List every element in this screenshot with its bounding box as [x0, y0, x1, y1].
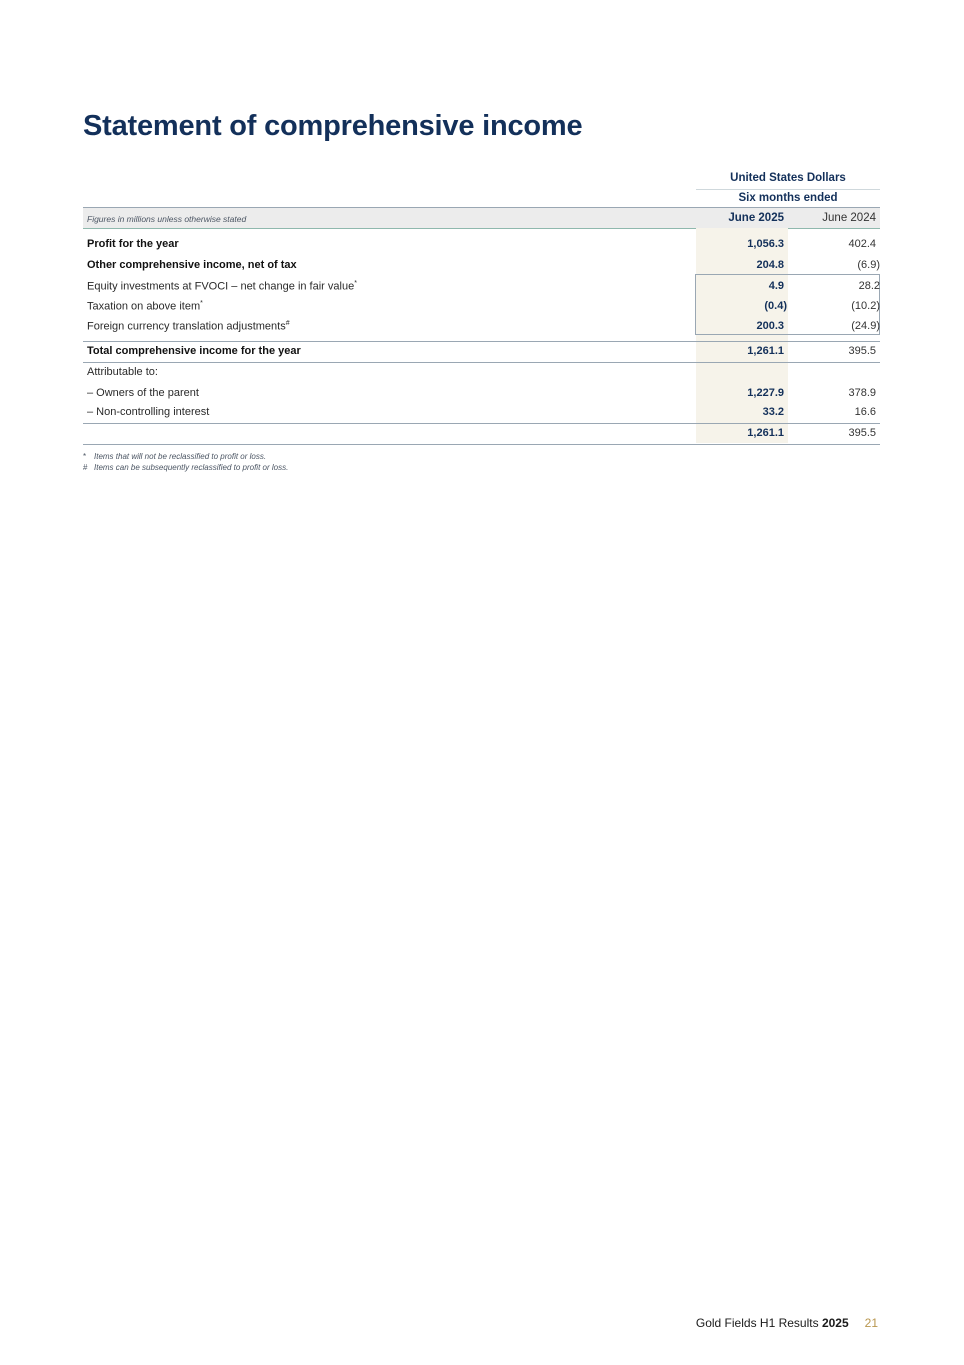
row-label: Taxation on above item*: [87, 300, 203, 313]
footnote-marker: *: [200, 300, 203, 307]
footer-doc-title: Gold Fields H1 Results: [695, 1316, 819, 1330]
value-june-2024: 16.6: [854, 406, 876, 418]
value-june-2024: 28.2: [858, 280, 880, 292]
value-june-2024: 402.4: [848, 238, 876, 250]
table-row-grand-total: [83, 424, 880, 445]
value-june-2025: 1,261.1: [747, 427, 784, 439]
value-june-2024: 395.5: [848, 345, 876, 357]
footnote: [83, 463, 288, 472]
value-june-2024: (6.9): [857, 259, 880, 271]
page-title: Statement of comprehensive income: [83, 110, 583, 142]
value-june-2025: 33.2: [762, 406, 784, 418]
table-row: [83, 317, 880, 337]
table-row: [83, 403, 880, 424]
row-label: Equity investments at FVOCI – net change in fair value*: [87, 280, 357, 293]
table-row: [83, 384, 880, 404]
page-number: 21: [864, 1316, 878, 1330]
row-label: – Non-controlling interest: [87, 406, 210, 418]
currency-header: United States Dollars: [696, 172, 880, 190]
row-label: Other comprehensive income, net of tax: [87, 259, 297, 271]
table-row: [83, 277, 880, 297]
row-label: Profit for the year: [87, 238, 179, 250]
footnote-marker: #: [285, 320, 290, 327]
footnote: [83, 452, 266, 461]
value-june-2025: 200.3: [756, 320, 784, 332]
footnote-text: Items that will not be reclassified to profit or loss.: [94, 452, 267, 461]
value-june-2024: 378.9: [848, 387, 876, 399]
column-header-band: [83, 207, 880, 229]
figures-note: Figures in millions unless otherwise stated: [87, 214, 247, 224]
table-row: [83, 235, 880, 255]
value-june-2025: (0.4): [764, 300, 787, 312]
table-row-total: [83, 341, 880, 363]
table-row: [83, 363, 880, 383]
table-row: [83, 297, 880, 317]
footer-year: 2025: [821, 1316, 849, 1330]
value-june-2025: 1,056.3: [747, 238, 784, 250]
footnote-mark: #: [83, 463, 88, 472]
column-header-june-2025: June 2025: [728, 212, 784, 224]
row-label: Total comprehensive income for the year: [87, 345, 301, 357]
column-header-june-2024: June 2024: [822, 212, 876, 224]
footnote-marker: *: [354, 280, 357, 287]
value-june-2024: (10.2): [851, 300, 880, 312]
footnote-text: Items can be subsequently reclassified to profit or loss.: [94, 463, 289, 472]
page-footer: [696, 1316, 878, 1330]
value-june-2025: 204.8: [756, 259, 784, 271]
table-row: [83, 256, 880, 276]
row-label: Foreign currency translation adjustments#: [87, 320, 290, 333]
value-june-2024: (24.9): [851, 320, 880, 332]
period-header: Six months ended: [738, 192, 838, 204]
value-june-2025: 4.9: [768, 280, 784, 292]
row-label: Attributable to:: [87, 366, 158, 378]
footnote-mark: *: [83, 452, 87, 461]
value-june-2025: 1,261.1: [747, 345, 784, 357]
value-june-2024: 395.5: [848, 427, 876, 439]
row-label: – Owners of the parent: [87, 387, 199, 399]
value-june-2025: 1,227.9: [747, 387, 784, 399]
